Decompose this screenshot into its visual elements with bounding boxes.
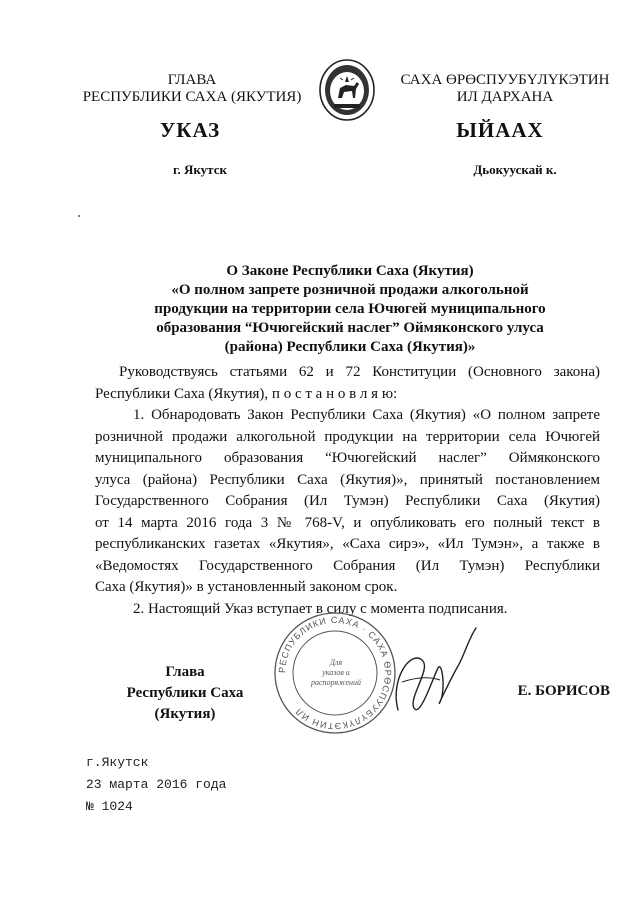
scan-speck [78, 215, 80, 217]
signature-title [95, 662, 275, 725]
body-line: муниципального образования “Ючюгейский наслег” Оймяконского [95, 450, 600, 466]
body-line: Саха (Якутия)» в установленный законом срок. [95, 579, 398, 595]
doc-type-yiaah: ЫЙААХ [456, 118, 544, 142]
title-line: «О полном запрете розничной продажи алкогольной [171, 282, 529, 298]
title-line: О Законе Республики Саха (Якутия) [226, 263, 474, 279]
city-right: Дьокуускай к. [473, 162, 557, 177]
city-left: г. Якутск [173, 162, 227, 177]
footer-date: 23 марта 2016 года [86, 777, 227, 792]
footer-city: г.Якутск [86, 755, 149, 770]
title-line: (района) Республики Саха (Якутия)» [224, 339, 476, 355]
body-line: 2. Настоящий Указ вступает в силу с момента подписания. [133, 601, 508, 617]
title-line: образования “Ючюгейский наслег” Оймяконского улуса [156, 320, 544, 336]
body-line: розничной продажи алкогольной продукции на территории села Ючюгей [95, 428, 600, 445]
signatory-name: Е. БОРИСОВ [517, 683, 610, 699]
footer-block [86, 752, 226, 818]
body-line: «Ведомостях Государственного Собрания (Ил Тумэн) Республики [95, 557, 600, 574]
stamp-center-line: распоряжений [310, 678, 362, 687]
body-line: 1. Обнародовать Закон Республики Саха (Якутия) «О полном запрете [133, 407, 600, 423]
doc-type-ukaz: УКАЗ [159, 118, 221, 142]
footer-number: № 1024 [86, 799, 133, 814]
signature-title-line: Республики Саха (Якутия) [126, 685, 244, 722]
body-line: республиканских газетах «Якутия», «Саха сирэ», «Ил Тумэн», а также в [95, 536, 600, 552]
header-right [398, 72, 612, 106]
header-left-line2: РЕСПУБЛИКИ САХА (ЯКУТИЯ) [82, 89, 302, 105]
stamp-center-line: Для [329, 658, 343, 667]
body-line: Государственного Собрания (Ил Тумэн) Республики Саха (Якутия) [95, 493, 600, 509]
stamp-ring-text: РЕСПУБЛИКИ САХА · САХА ӨРӨСПУУБҮЛҮКЭТИН ИЛ [276, 614, 394, 732]
stamp-center-line: указов и [322, 668, 350, 677]
body-line: от 14 марта 2016 года 3 № 768-V, и опубликовать его полный текст в [95, 514, 600, 531]
body-line: Республики Саха (Якутия), п о с т а н о в л я ю: [95, 385, 398, 402]
header-right-line1: САХА ӨРӨСПУУБҮЛҮКЭТИН [400, 72, 610, 88]
decree-title [120, 262, 580, 357]
coat-of-arms-emblem [318, 58, 376, 122]
body-line: Руководствуясь статьями 62 и 72 Конституции (Основного закона) [119, 364, 600, 380]
handwritten-signature [380, 620, 480, 730]
header-right-line2: ИЛ ДАРХАНА [456, 89, 554, 105]
body-paragraph-1 [95, 362, 600, 405]
title-line: продукции на территории села Ючюгей муниципального [154, 301, 546, 317]
signature-title-line: Глава [165, 664, 205, 680]
body-paragraph-2 [95, 405, 600, 599]
header-left [72, 72, 312, 106]
header-left-line1: ГЛАВА [167, 72, 217, 88]
body-line: улуса (района) Республики Саха (Якутия)», принятый постановлением [95, 471, 600, 488]
